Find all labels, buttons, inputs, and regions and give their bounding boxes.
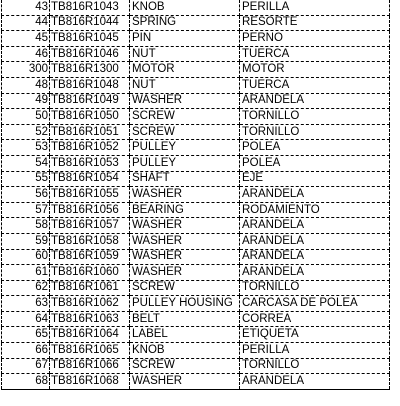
spanish-name-cell: ARANDELA — [240, 265, 390, 281]
table-row — [2, 374, 390, 390]
english-name-cell: WASHER — [130, 233, 240, 249]
item-number-cell: 65 — [2, 327, 50, 343]
part-number-cell: TB816R1063 — [50, 311, 130, 327]
table-row — [2, 15, 390, 31]
part-number-cell: TB816R1061 — [50, 280, 130, 296]
english-name-cell: SCREW — [130, 358, 240, 374]
item-number-cell: 61 — [2, 265, 50, 281]
table-row — [2, 233, 390, 249]
table-row — [2, 187, 390, 203]
spanish-name-cell: TORNILLO — [240, 109, 390, 125]
part-number-cell: TB816R1051 — [50, 124, 130, 140]
english-name-cell: WASHER — [130, 249, 240, 265]
part-number-cell: TB816R1057 — [50, 218, 130, 234]
table-row — [2, 77, 390, 93]
spanish-name-cell: MOTOR — [240, 62, 390, 78]
part-number-cell: TB816R1059 — [50, 249, 130, 265]
part-number-cell: TB816R1066 — [50, 358, 130, 374]
spanish-name-cell: PERILLA — [240, 343, 390, 359]
part-number-cell: TB816R1052 — [50, 140, 130, 156]
part-number-cell: TB816R1056 — [50, 202, 130, 218]
english-name-cell: SCREW — [130, 109, 240, 125]
item-number-cell: 58 — [2, 218, 50, 234]
item-number-cell: 48 — [2, 77, 50, 93]
item-number-cell: 53 — [2, 140, 50, 156]
part-number-cell: TB816R1058 — [50, 233, 130, 249]
item-number-cell: 44 — [2, 15, 50, 31]
item-number-cell: 50 — [2, 109, 50, 125]
spanish-name-cell: TORNILLO — [240, 280, 390, 296]
spanish-name-cell: ARANDELA — [240, 218, 390, 234]
english-name-cell: WASHER — [130, 187, 240, 203]
table-row — [2, 46, 390, 62]
spanish-name-cell: PERNO — [240, 31, 390, 47]
table-row — [2, 265, 390, 281]
spanish-name-cell: CORREA — [240, 311, 390, 327]
spanish-name-cell: PERILLA — [240, 0, 390, 15]
english-name-cell: KNOB — [130, 0, 240, 15]
spanish-name-cell: TORNILLO — [240, 358, 390, 374]
table-row — [2, 62, 390, 78]
table-row — [2, 140, 390, 156]
item-number-cell: 55 — [2, 171, 50, 187]
english-name-cell: WASHER — [130, 265, 240, 281]
english-name-cell: LABEL — [130, 327, 240, 343]
item-number-cell: 46 — [2, 46, 50, 62]
part-number-cell: TB816R1044 — [50, 15, 130, 31]
table-row — [2, 93, 390, 109]
spanish-name-cell: ARANDELA — [240, 233, 390, 249]
part-number-cell: TB816R1054 — [50, 171, 130, 187]
item-number-cell: 49 — [2, 93, 50, 109]
part-number-cell: TB816R1053 — [50, 155, 130, 171]
item-number-cell: 66 — [2, 343, 50, 359]
english-name-cell: BEARING — [130, 202, 240, 218]
part-number-cell: TB816R1060 — [50, 265, 130, 281]
english-name-cell: WASHER — [130, 93, 240, 109]
item-number-cell: 64 — [2, 311, 50, 327]
spanish-name-cell: RODAMIENTO — [240, 202, 390, 218]
part-number-cell: TB816R1065 — [50, 343, 130, 359]
spanish-name-cell: ARANDELA — [240, 187, 390, 203]
spanish-name-cell: POLEA — [240, 155, 390, 171]
item-number-cell: 67 — [2, 358, 50, 374]
spanish-name-cell: ARANDELA — [240, 249, 390, 265]
english-name-cell: PULLEY HOUSING — [130, 296, 240, 312]
part-number-cell: TB816R1046 — [50, 46, 130, 62]
item-number-cell: 63 — [2, 296, 50, 312]
table-row — [2, 343, 390, 359]
part-number-cell: TB816R1045 — [50, 31, 130, 47]
part-number-cell: TB816R1049 — [50, 93, 130, 109]
table-row — [2, 327, 390, 343]
table-row — [2, 0, 390, 15]
spanish-name-cell: ARANDELA — [240, 93, 390, 109]
item-number-cell: 57 — [2, 202, 50, 218]
table-row — [2, 218, 390, 234]
table-row — [2, 202, 390, 218]
english-name-cell: KNOB — [130, 343, 240, 359]
item-number-cell: 52 — [2, 124, 50, 140]
spanish-name-cell: CARCASA DE POLEA — [240, 296, 390, 312]
parts-sheet — [1, 0, 400, 406]
table-row — [2, 296, 390, 312]
table-row — [2, 155, 390, 171]
english-name-cell: PULLEY — [130, 140, 240, 156]
english-name-cell: SPRING — [130, 15, 240, 31]
parts-table-body — [2, 0, 390, 389]
item-number-cell: 68 — [2, 374, 50, 390]
parts-table — [1, 0, 390, 390]
part-number-cell: TB816R1050 — [50, 109, 130, 125]
spanish-name-cell: TORNILLO — [240, 124, 390, 140]
spanish-name-cell: TUERCA — [240, 77, 390, 93]
table-row — [2, 311, 390, 327]
english-name-cell: SCREW — [130, 280, 240, 296]
table-row — [2, 358, 390, 374]
item-number-cell: 300 — [2, 62, 50, 78]
part-number-cell: TB816R1064 — [50, 327, 130, 343]
english-name-cell: PULLEY — [130, 155, 240, 171]
part-number-cell: TB816R1062 — [50, 296, 130, 312]
english-name-cell: WASHER — [130, 374, 240, 390]
english-name-cell: BELT — [130, 311, 240, 327]
table-row — [2, 124, 390, 140]
part-number-cell: TB816R1068 — [50, 374, 130, 390]
part-number-cell: TB816R1043 — [50, 0, 130, 15]
item-number-cell: 59 — [2, 233, 50, 249]
item-number-cell: 45 — [2, 31, 50, 47]
english-name-cell: NUT — [130, 77, 240, 93]
spanish-name-cell: POLEA — [240, 140, 390, 156]
english-name-cell: MOTOR — [130, 62, 240, 78]
item-number-cell: 56 — [2, 187, 50, 203]
english-name-cell: WASHER — [130, 218, 240, 234]
english-name-cell: SHAFT — [130, 171, 240, 187]
part-number-cell: TB816R1300 — [50, 62, 130, 78]
spanish-name-cell: TUERCA — [240, 46, 390, 62]
item-number-cell: 60 — [2, 249, 50, 265]
table-row — [2, 249, 390, 265]
spanish-name-cell: ETIQUETA — [240, 327, 390, 343]
item-number-cell: 54 — [2, 155, 50, 171]
spanish-name-cell: ARANDELA — [240, 374, 390, 390]
table-row — [2, 171, 390, 187]
english-name-cell: SCREW — [130, 124, 240, 140]
spanish-name-cell: EJE — [240, 171, 390, 187]
item-number-cell: 43 — [2, 0, 50, 15]
english-name-cell: NUT — [130, 46, 240, 62]
spanish-name-cell: RESORTE — [240, 15, 390, 31]
part-number-cell: TB816R1055 — [50, 187, 130, 203]
english-name-cell: PIN — [130, 31, 240, 47]
table-row — [2, 109, 390, 125]
table-row — [2, 280, 390, 296]
part-number-cell: TB816R1048 — [50, 77, 130, 93]
item-number-cell: 62 — [2, 280, 50, 296]
table-row — [2, 31, 390, 47]
